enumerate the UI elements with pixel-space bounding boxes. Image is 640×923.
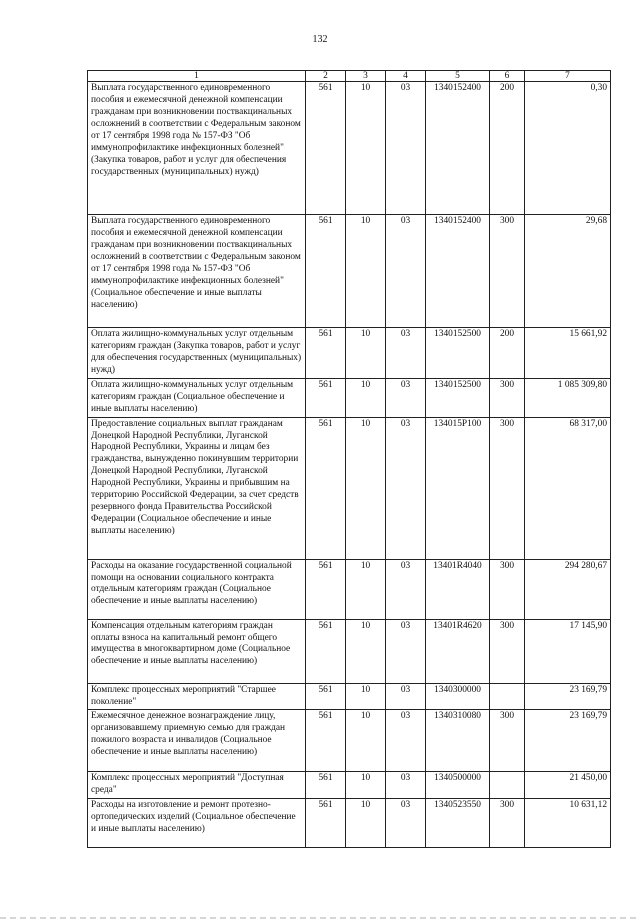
cell-section: 10	[346, 328, 386, 379]
cell-target-article: 134015Р100	[426, 417, 490, 559]
row-description: Предоставление социальных выплат гражданам Донецкой Народной Республики, Луганской Народной Республики, Украины и лицам без гражданства, вынужденно покинувшим территории Донецкой Народной Республики, Луганской Народной Республики, Украины и прибывшим на территорию Российской Федерации, за счет средств резервного фонда Правительства Российской Федерации (Социальное обеспечение и иные выплаты населению)	[88, 417, 306, 559]
column-header: 2	[306, 71, 346, 82]
row-description: Компенсация отдельным категориям граждан оплаты взноса на капитальный ремонт общего имущества в многоквартирном доме (Социальное обеспечение и иные выплаты населению)	[88, 619, 306, 683]
table-header-row	[88, 71, 611, 82]
row-description: Расходы на оказание государственной социальной помощи на основании социального контракта отдельным категориям граждан (Социальное обеспечение и иные выплаты населению)	[88, 559, 306, 619]
row-description: Выплата государственного единовременного пособия и ежемесячной денежной компенсации гражданам при возникновении поствакцинальных осложнений в соответствии с Федеральным законом от 17 сентября 1998 года № 157-ФЗ "Об иммунопрофилактике инфекционных болезней" (Закупка товаров, работ и услуг для обеспечения государственных (муниципальных) нужд)	[88, 82, 306, 215]
table-row	[88, 619, 611, 683]
cell-amount: 1 085 309,80	[525, 378, 611, 417]
cell-ministry: 561	[306, 619, 346, 683]
cell-target-article: 1340152500	[426, 328, 490, 379]
cell-amount: 23 169,79	[525, 710, 611, 772]
cell-expense-type	[490, 683, 525, 710]
cell-amount: 10 631,12	[525, 799, 611, 848]
cell-subsection: 03	[386, 559, 426, 619]
row-description: Оплата жилищно-коммунальных услуг отдельным категориям граждан (Социальное обеспечение и иные выплаты населению)	[88, 378, 306, 417]
cell-amount: 29,68	[525, 215, 611, 328]
column-header: 5	[426, 71, 490, 82]
cell-subsection: 03	[386, 683, 426, 710]
table-row	[88, 683, 611, 710]
cell-subsection: 03	[386, 82, 426, 215]
cell-section: 10	[346, 683, 386, 710]
cell-subsection: 03	[386, 799, 426, 848]
cell-expense-type: 200	[490, 82, 525, 215]
cell-expense-type	[490, 772, 525, 799]
cell-expense-type: 300	[490, 799, 525, 848]
cell-subsection: 03	[386, 619, 426, 683]
table-row	[88, 772, 611, 799]
table-row	[88, 378, 611, 417]
table-row	[88, 559, 611, 619]
cell-target-article: 1340500000	[426, 772, 490, 799]
cell-expense-type: 200	[490, 328, 525, 379]
page-number: 132	[312, 34, 328, 45]
cell-ministry: 561	[306, 772, 346, 799]
cell-amount: 294 280,67	[525, 559, 611, 619]
table-row	[88, 215, 611, 328]
column-header: 7	[525, 71, 611, 82]
cell-expense-type: 300	[490, 378, 525, 417]
cell-section: 10	[346, 215, 386, 328]
cell-expense-type: 300	[490, 710, 525, 772]
cell-expense-type: 300	[490, 619, 525, 683]
row-description: Комплекс процессных мероприятий "Старшее поколение"	[88, 683, 306, 710]
cell-section: 10	[346, 619, 386, 683]
cell-section: 10	[346, 82, 386, 215]
cell-target-article: 13401R4620	[426, 619, 490, 683]
cell-section: 10	[346, 417, 386, 559]
column-header: 3	[346, 71, 386, 82]
table-row	[88, 799, 611, 848]
row-description: Выплата государственного единовременного пособия и ежемесячной денежной компенсации гражданам при возникновении поствакцинальных осложнений в соответствии с Федеральным законом от 17 сентября 1998 года № 157-ФЗ "Об иммунопрофилактике инфекционных болезней" (Социальное обеспечение и иные выплаты населению)	[88, 215, 306, 328]
cell-ministry: 561	[306, 328, 346, 379]
cell-expense-type: 300	[490, 417, 525, 559]
cell-target-article: 1340300000	[426, 683, 490, 710]
cell-target-article: 1340523550	[426, 799, 490, 848]
scan-edge-artifact	[0, 917, 640, 919]
cell-subsection: 03	[386, 772, 426, 799]
cell-target-article: 1340152400	[426, 82, 490, 215]
row-description: Ежемесячное денежное вознаграждение лицу, организовавшему приемную семью для граждан пожилого возраста и инвалидов (Социальное обеспечение и иные выплаты населению)	[88, 710, 306, 772]
cell-ministry: 561	[306, 378, 346, 417]
cell-target-article: 1340152500	[426, 378, 490, 417]
cell-subsection: 03	[386, 417, 426, 559]
cell-expense-type: 300	[490, 215, 525, 328]
row-description: Расходы на изготовление и ремонт протезно-ортопедических изделий (Социальное обеспечение и иные выплаты населению)	[88, 799, 306, 848]
budget-table	[87, 70, 611, 848]
cell-amount: 21 450,00	[525, 772, 611, 799]
cell-ministry: 561	[306, 710, 346, 772]
cell-section: 10	[346, 710, 386, 772]
cell-target-article: 1340310080	[426, 710, 490, 772]
cell-section: 10	[346, 772, 386, 799]
cell-ministry: 561	[306, 215, 346, 328]
cell-amount: 68 317,00	[525, 417, 611, 559]
cell-target-article: 1340152400	[426, 215, 490, 328]
column-header: 4	[386, 71, 426, 82]
cell-amount: 0,30	[525, 82, 611, 215]
cell-section: 10	[346, 559, 386, 619]
cell-ministry: 561	[306, 82, 346, 215]
cell-amount: 23 169,79	[525, 683, 611, 710]
cell-section: 10	[346, 799, 386, 848]
cell-ministry: 561	[306, 683, 346, 710]
cell-ministry: 561	[306, 799, 346, 848]
cell-ministry: 561	[306, 559, 346, 619]
cell-target-article: 13401R4040	[426, 559, 490, 619]
cell-amount: 15 661,92	[525, 328, 611, 379]
cell-subsection: 03	[386, 710, 426, 772]
table-row	[88, 417, 611, 559]
table-row	[88, 328, 611, 379]
column-header: 1	[88, 71, 306, 82]
table-row	[88, 710, 611, 772]
row-description: Оплата жилищно-коммунальных услуг отдельным категориям граждан (Закупка товаров, работ и услуг для обеспечения государственных (муниципальных) нужд)	[88, 328, 306, 379]
cell-expense-type: 300	[490, 559, 525, 619]
cell-subsection: 03	[386, 328, 426, 379]
cell-ministry: 561	[306, 417, 346, 559]
cell-subsection: 03	[386, 378, 426, 417]
cell-amount: 17 145,90	[525, 619, 611, 683]
table-row	[88, 82, 611, 215]
cell-subsection: 03	[386, 215, 426, 328]
column-header: 6	[490, 71, 525, 82]
row-description: Комплекс процессных мероприятий "Доступная среда"	[88, 772, 306, 799]
cell-section: 10	[346, 378, 386, 417]
